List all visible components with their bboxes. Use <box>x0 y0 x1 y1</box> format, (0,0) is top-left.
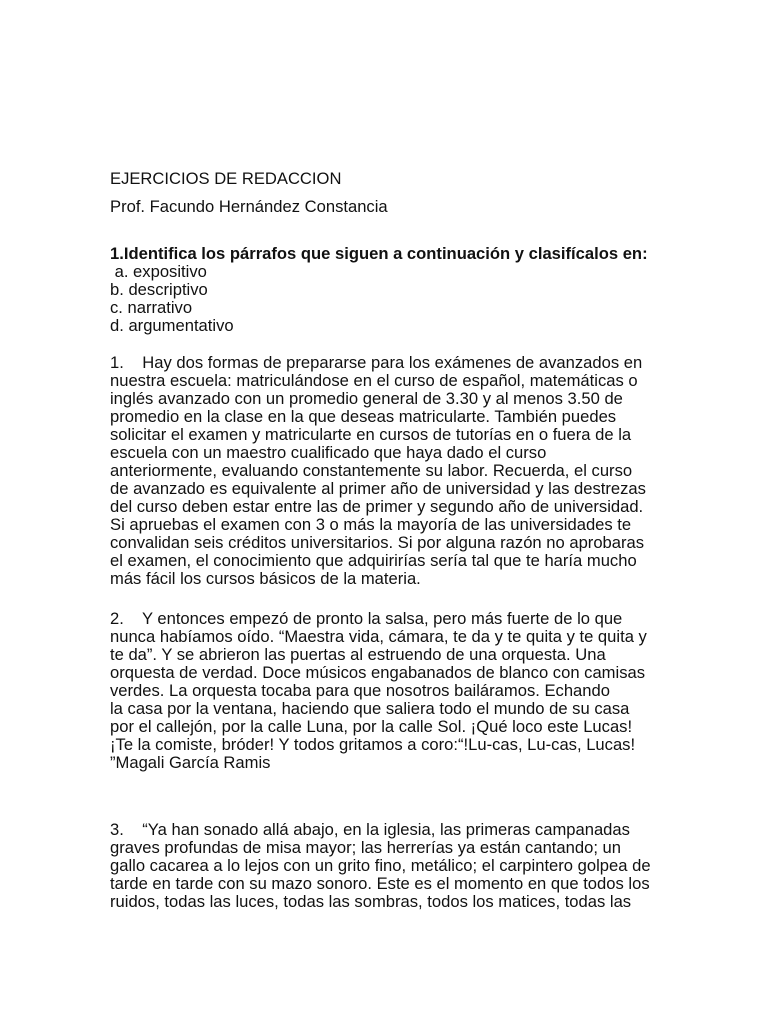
author-line: Prof. Facundo Hernández Constancia <box>110 197 388 216</box>
paragraph-1-line: promedio en la clase en la que deseas matricularte. También puedes <box>110 407 617 426</box>
paragraph-3-line: tarde en tarde con su mazo sonoro. Este es el momento en que todos los <box>110 874 650 893</box>
option-item: c. narrativo <box>110 298 193 317</box>
paragraph-1-line: el examen, el conocimiento que adquirirías sería tal que te haría mucho <box>110 551 637 570</box>
paragraph-2-line: 2. Y entonces empezó de pronto la salsa, pero más fuerte de lo que <box>110 609 623 628</box>
paragraph-3-line: gallo cacarea a lo lejos con un grito fino, metálico; el carpintero golpea de <box>110 856 651 875</box>
option-item: b. descriptivo <box>110 280 208 299</box>
paragraph-2-line: verdes. La orquesta tocaba para que nosotros bailáramos. Echando <box>110 681 610 700</box>
paragraph-3-line: 3. “Ya han sonado allá abajo, en la iglesia, las primeras campanadas <box>110 820 630 839</box>
paragraph-2-line: ¡Te la comiste, bróder! Y todos gritamos a coro:“!Lu-cas, Lu-cas, Lucas! <box>110 735 636 754</box>
paragraph-2-line: ”Magali García Ramis <box>110 753 271 772</box>
option-item: a. expositivo <box>110 262 207 281</box>
paragraph-2-line: te da”. Y se abrieron las puertas al estruendo de una orquesta. Una <box>110 645 606 664</box>
paragraph-1-line: solicitar el examen y matricularte en cursos de tutorías en o fuera de la <box>110 425 632 444</box>
paragraph-3-line: ruidos, todas las luces, todas las sombras, todos los matices, todas las <box>110 892 632 911</box>
paragraph-1-line: escuela con un maestro cualificado que haya dado el curso <box>110 443 547 462</box>
paragraph-1-line: de avanzado es equivalente al primer año de universidad y las destrezas <box>110 479 646 498</box>
instruction-heading: 1.Identifica los párrafos que siguen a continuación y clasifícalos en: <box>110 244 648 263</box>
paragraph-2-line: la casa por la ventana, haciendo que saliera todo el mundo de su casa <box>110 699 630 718</box>
paragraph-1-line: del curso deben estar entre las de primer y segundo año de universidad. <box>110 497 644 516</box>
paragraph-1-line: Si apruebas el examen con 3 o más la mayoría de las universidades te <box>110 515 632 534</box>
paragraph-1-line: 1. Hay dos formas de prepararse para los exámenes de avanzados en <box>110 353 643 372</box>
paragraph-1-line: inglés avanzado con un promedio general de 3.30 y al menos 3.50 de <box>110 389 623 408</box>
paragraph-3-line: graves profundas de misa mayor; las herrerías ya están cantando; un <box>110 838 621 857</box>
document-title: EJERCICIOS DE REDACCION <box>110 169 342 188</box>
paragraph-1-line: anteriormente, evaluando constantemente su labor. Recuerda, el curso <box>110 461 633 480</box>
paragraph-2-line: nunca habíamos oído. “Maestra vida, cámara, te da y te quita y te quita y <box>110 627 647 646</box>
paragraph-1-line: nuestra escuela: matriculándose en el curso de español, matemáticas o <box>110 371 638 390</box>
paragraph-1-line: convalidan seis créditos universitarios. Si por alguna razón no aprobaras <box>110 533 645 552</box>
paragraph-1-line: más fácil los cursos básicos de la materia. <box>110 569 421 588</box>
paragraph-2-line: por el callejón, por la calle Luna, por la calle Sol. ¡Qué loco este Lucas! <box>110 717 633 736</box>
option-item: d. argumentativo <box>110 316 234 335</box>
paragraph-2-line: orquesta de verdad. Doce músicos engabanados de blanco con camisas <box>110 663 646 682</box>
